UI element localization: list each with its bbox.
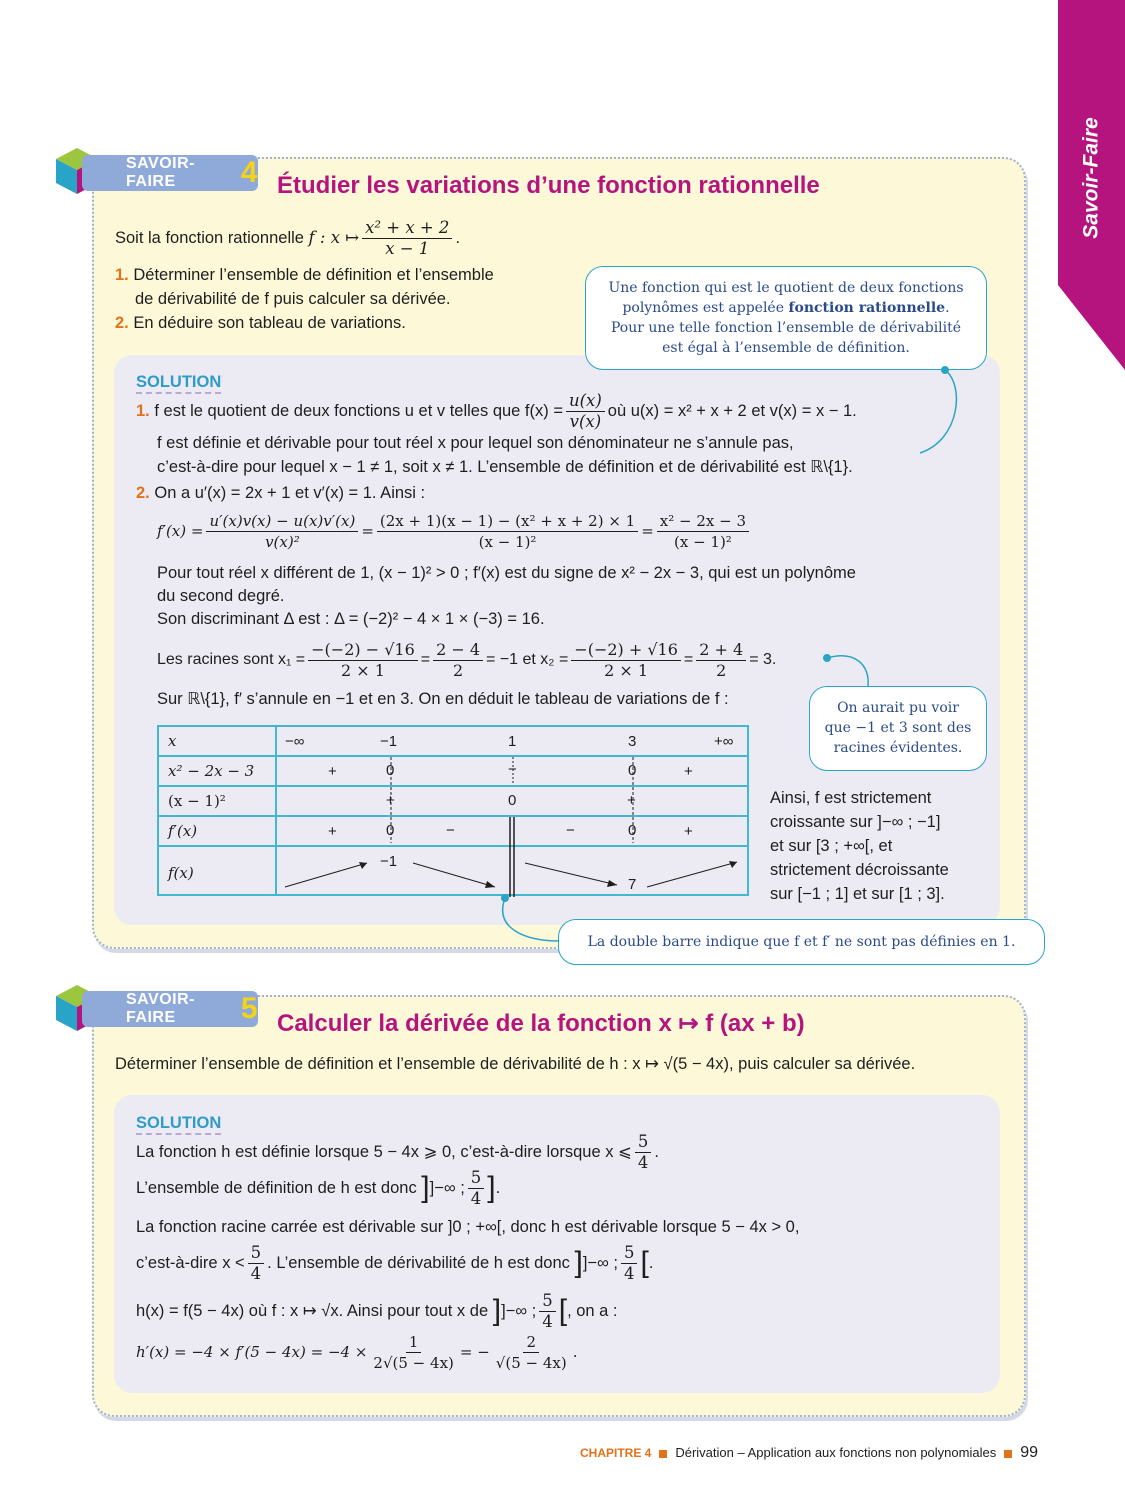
table-label-derivative: f′(x): [168, 822, 198, 840]
sign-cell: +: [684, 823, 693, 840]
decreasing-arrow-2: [525, 863, 617, 885]
sign-cell: 0: [386, 822, 395, 839]
solution-5-heading: SOLUTION: [136, 1113, 221, 1135]
sign-cell: 0: [508, 792, 517, 809]
roots-callout-connector: [820, 650, 880, 690]
callout-double-bar: La double barre indique que f et f′ ne sont pas définies en 1.: [558, 919, 1045, 965]
sign-cell: +: [627, 792, 636, 809]
f-local-max: −1: [380, 853, 398, 870]
sign-cell: −: [508, 761, 517, 778]
sign-cell: +: [328, 823, 337, 840]
sign-cell: 0: [628, 822, 637, 839]
sign-cell: +: [328, 763, 337, 780]
x-value: +∞: [714, 733, 734, 750]
increasing-arrow-2: [647, 862, 737, 887]
exercise-4-intro: Soit la fonction rationnelle f : x ↦ $\frac{\text{x² + x + 2}}{x - 1}$ .: [115, 217, 461, 258]
solution-4-step2: 2. On a u′(x) = 2x + 1 et v′(x) = 1. Ainsi :: [136, 484, 426, 502]
table-label-x: x: [168, 732, 177, 750]
savoir-faire-5-badge: SAVOIR-FAIRE 5: [82, 991, 258, 1027]
f-local-min: 7: [628, 876, 637, 893]
solution-4-step1: 1. f est le quotient de deux fonctions u et v telles que f(x) = $\frac{u(x)}{v(x)}$ où u(x) = x² + x + 2 et v(x) = x − 1.: [136, 390, 857, 431]
callout-obvious-roots: On aurait pu voir que −1 et 3 sont des racines évidentes.: [809, 686, 987, 771]
solution-5-line1: La fonction h est définie lorsque 5 − 4x ⩾ 0, c’est-à-dire lorsque x ⩽ $\frac{5}{4}$ .: [136, 1131, 659, 1172]
side-tab: Savoir-Faire: [1080, 117, 1104, 239]
decreasing-arrow-1: [413, 863, 495, 887]
question-1-cont: de dérivabilité de f puis calculer sa dérivée.: [135, 290, 451, 308]
table-label-poly: x² − 2x − 3: [168, 762, 255, 780]
savoir-faire-4-title: Étudier les variations d’une fonction rationnelle: [277, 172, 820, 199]
question-2: 2. En déduire son tableau de variations.: [115, 314, 406, 332]
savoir-faire-4-badge: SAVOIR-FAIRE 4: [82, 155, 258, 191]
solution-5-line4: c’est-à-dire x < $\frac{5}{4}$ . L’ensemble de dérivabilité de h est donc ] ]−∞ ; $\frac{5}{4}$ [ .: [136, 1242, 654, 1283]
solution-4-step1-line3: c’est-à-dire pour lequel x − 1 ≠ 1, soit x ≠ 1. L’ensemble de définition et de dérivabilité est ℝ\{1}.: [157, 458, 853, 476]
solution-5-derivative: h′(x) = −4 × f′(5 − 4x) = −4 × $\frac{1}{2√(5 - 4x)}$ = − $\frac{2}{√(5 - 4x)}$ .: [136, 1332, 578, 1372]
sign-cell: −: [446, 822, 455, 839]
sign-analysis-cont: du second degré.: [157, 587, 285, 605]
x-value: 1: [508, 733, 517, 750]
callout-connector: [900, 365, 970, 460]
table-label-f: f(x): [168, 864, 194, 882]
roots: Les racines sont x₁ = $\frac{-(-2) - √16}{2 \times 1}$ = $\frac{2 - 4}{2}$ = −1 et x₂ = $\frac{-(-2) + √16}{2 \times 1}$ = $\frac{2 + 4}{2}$ = 3.: [157, 639, 777, 680]
discriminant: Son discriminant Δ est : Δ = (−2)² − 4 × 1 × (−3) = 16.: [157, 610, 545, 628]
derivative-formula: f′(x) = $\frac{u'(x)v(x) - u(x)v'(x)}{\text{v(x)²}}$ = $\frac{\text{(2x + 1)(x − 1) − (x² + x + 2) × 1}}{\text{(x − 1)²}}$ = $\frac{\text{x² − 2x − 3}}{\text{(x − 1)²}}$: [157, 507, 752, 555]
variation-table-overlay: [157, 725, 752, 900]
x-value: −∞: [285, 733, 305, 750]
solution-5-line3: La fonction racine carrée est dérivable sur ]0 ; +∞[, donc h est dérivable lorsque 5 − 4x > 0,: [136, 1218, 800, 1236]
sign-analysis: Pour tout réel x différent de 1, (x − 1)² > 0 ; f′(x) est du signe de x² − 2x − 3, qui est un polynôme: [157, 564, 856, 582]
x-value: 3: [628, 733, 637, 750]
solution-4-heading: SOLUTION: [136, 372, 221, 394]
sign-cell: +: [684, 763, 693, 780]
exercise-5-prompt: Déterminer l’ensemble de définition et l’ensemble de dérivabilité de h : x ↦ √(5 − 4x), puis calculer sa dérivée.: [115, 1055, 916, 1073]
sign-cell: 0: [386, 762, 395, 779]
sign-cell: +: [386, 792, 395, 809]
x-value: −1: [380, 733, 398, 750]
savoir-faire-5-title: Calculer la dérivée de la fonction x ↦ f (ax + b): [277, 1010, 805, 1037]
solution-5-line5: h(x) = f(5 − 4x) où f : x ↦ √x. Ainsi pour tout x de ] ]−∞ ; $\frac{5}{4}$ [ , on a :: [136, 1290, 618, 1331]
solution-4-step1-line2: f est définie et dérivable pour tout réel x pour lequel son dénominateur ne s’annule pas,: [157, 434, 794, 452]
increasing-arrow-1: [285, 863, 367, 887]
question-1: 1. Déterminer l’ensemble de définition et l’ensemble: [115, 266, 494, 284]
double-bar-connector: [494, 893, 564, 948]
callout-rational-definition: Une fonction qui est le quotient de deux fonctions polynômes est appelée fonction rationnelle. Pour une telle fonction l’ensemble de dérivabilité est égal à l’ensemble de définition.: [585, 266, 987, 370]
page-footer: CHAPITRE 4 Dérivation – Application aux fonctions non polynomiales 99: [580, 1444, 1039, 1461]
table-label-denominator: (x − 1)²: [168, 792, 226, 810]
conclusion: Ainsi, f est strictement croissante sur ]−∞ ; −1] et sur [3 ; +∞[, et strictement décroissante sur [−1 ; 1] et sur [1 ; 3].: [770, 789, 949, 903]
sign-cell: −: [566, 822, 575, 839]
solution-5-line2: L’ensemble de définition de h est donc ] ]−∞ ; $\frac{5}{4}$ ] .: [136, 1167, 501, 1208]
zeros-sentence: Sur ℝ\{1}, f′ s’annule en −1 et en 3. On en déduit le tableau de variations de f :: [157, 690, 729, 708]
sign-cell: 0: [628, 762, 637, 779]
